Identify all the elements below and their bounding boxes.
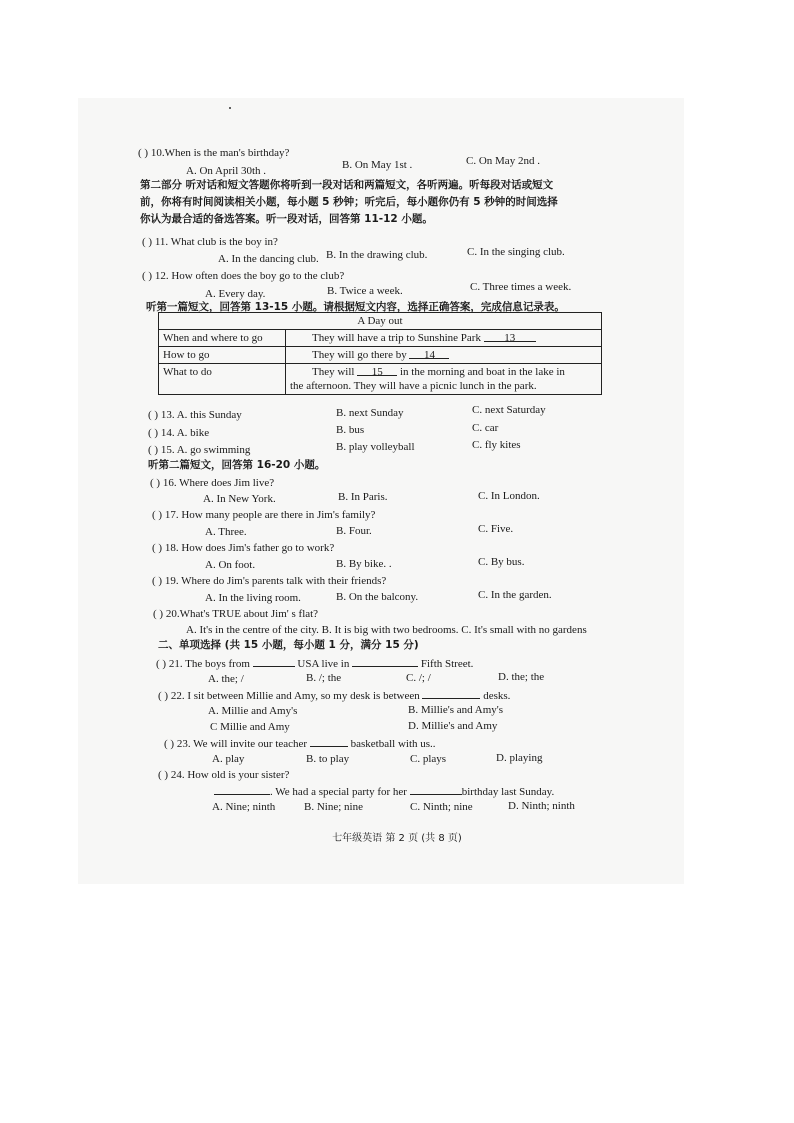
q23-option-a: A. play	[212, 753, 245, 765]
q22-stem-text: desks.	[483, 690, 511, 702]
row-text: in the morning and boat in the lake in	[399, 366, 565, 378]
q22-option-c: C Millie and Amy	[210, 721, 290, 733]
q20-options: A. It's in the centre of the city. B. It is big with two bedrooms. C. It's small with no gardens	[186, 624, 587, 636]
q24-blank-1[interactable]	[214, 784, 270, 795]
speck-mark	[229, 107, 231, 109]
q16-option-c: C. In London.	[478, 490, 540, 502]
table-title: A Day out	[159, 313, 602, 330]
answer-blank-15[interactable]	[357, 365, 397, 376]
q23-option-d: D. playing	[496, 752, 543, 764]
q21-blank-2[interactable]	[352, 656, 418, 667]
section2-intro-line2: 前，你将有时间阅读相关小题，每小题 5 秒钟；听完后，每小题你仍有 5 秒钟的时间选择	[140, 196, 558, 208]
section-multiple-choice-title: 二、单项选择 (共 15 小题，每小题 1 分，满分 15 分)	[158, 639, 419, 651]
q11-option-a: A. In the dancing club.	[218, 253, 319, 265]
q10-stem: ( ) 10.When is the man's birthday?	[138, 147, 290, 159]
table-title-row	[159, 313, 602, 330]
q11-option-b: B. In the drawing club.	[326, 249, 428, 261]
q23-stem	[164, 736, 436, 751]
q11-option-c: C. In the singing club.	[467, 246, 565, 258]
q14-option-b: B. bus	[336, 424, 365, 436]
q15-stem: ( ) 15. A. go swimming	[148, 444, 251, 456]
table-row-label: What to do	[159, 364, 286, 395]
answer-blank-13[interactable]	[484, 331, 536, 342]
q17-option-b: B. Four.	[336, 525, 372, 537]
blank-number: 15	[371, 366, 383, 378]
q23-stem-text: basketball with us..	[350, 738, 436, 750]
q21-blank-1[interactable]	[253, 656, 295, 667]
table-row-value	[286, 364, 602, 395]
q22-option-d: D. Millie's and Amy	[408, 720, 498, 732]
q12-option-c: C. Three times a week.	[470, 281, 572, 293]
q13-option-c: C. next Saturday	[472, 404, 546, 416]
blank-number: 14	[423, 349, 435, 361]
q21-option-c: C. /; /	[406, 672, 431, 684]
section2-intro-line1: 第二部分 听对话和短文答题你将听到一段对话和两篇短文，各听两遍。听每段对话或短文	[140, 179, 554, 191]
table-row-value	[286, 330, 602, 347]
q16-option-a: A. In New York.	[203, 493, 276, 505]
q17-option-c: C. Five.	[478, 523, 514, 535]
table-row	[159, 364, 602, 395]
q13-option-b: B. next Sunday	[336, 407, 404, 419]
q24-blank-2[interactable]	[410, 784, 462, 795]
day-out-table	[158, 312, 602, 395]
q12-option-a: A. Every day.	[205, 288, 266, 300]
q23-stem-text: ( ) 23. We will invite our teacher	[164, 738, 308, 750]
table-row-label: How to go	[159, 347, 286, 364]
q12-option-b: B. Twice a week.	[327, 285, 403, 297]
q14-stem: ( ) 14. A. bike	[148, 427, 210, 439]
q21-option-a: A. the; /	[208, 673, 244, 685]
blank-number: 13	[504, 332, 516, 344]
q24-option-c: C. Ninth; nine	[410, 801, 473, 813]
q24-reply-text: . We had a special party for her	[270, 786, 407, 798]
q21-stem-text: USA live in	[297, 658, 350, 670]
q11-stem: ( ) 11. What club is the boy in?	[142, 236, 278, 248]
table-row-label: When and where to go	[159, 330, 286, 347]
q20-stem: ( ) 20.What's TRUE about Jim' s flat?	[153, 608, 319, 620]
q22-stem-text: ( ) 22. I sit between Millie and Amy, so my desk is between	[158, 690, 420, 702]
q19-option-a: A. In the living room.	[205, 592, 301, 604]
q14-option-c: C. car	[472, 422, 499, 434]
table-row	[159, 347, 602, 364]
q16-option-b: B. In Paris.	[338, 491, 388, 503]
section2-intro-line3: 你认为最合适的备选答案。听一段对话，回答第 11-12 小题。	[140, 213, 433, 225]
q22-stem	[158, 688, 510, 703]
q18-stem: ( ) 18. How does Jim's father go to work?	[152, 542, 335, 554]
q24-option-a: A. Nine; ninth	[212, 801, 276, 813]
q24-reply-text: birthday last Sunday.	[461, 786, 555, 798]
q24-option-b: B. Nine; nine	[304, 801, 363, 813]
row-text-line2: the afternoon. They will have a picnic lunch in the park.	[290, 380, 537, 392]
q21-option-d: D. the; the	[498, 671, 545, 683]
row-text: They will have a trip to Sunshine Park	[312, 332, 481, 344]
q18-option-b: B. By bike. .	[336, 558, 392, 570]
q10-option-c: C. On May 2nd .	[466, 155, 540, 167]
answer-blank-14[interactable]	[409, 348, 449, 359]
q19-option-b: B. On the balcony.	[336, 591, 419, 603]
q23-blank[interactable]	[310, 736, 348, 747]
q21-stem	[156, 656, 473, 671]
q19-stem: ( ) 19. Where do Jim's parents talk with their friends?	[152, 575, 387, 587]
q24-stem: ( ) 24. How old is your sister?	[158, 769, 290, 781]
q19-option-c: C. In the garden.	[478, 589, 552, 601]
q16-stem: ( ) 16. Where does Jim live?	[150, 477, 275, 489]
row-text: They will go there by	[312, 349, 407, 361]
q18-option-a: A. On foot.	[205, 559, 256, 571]
q10-option-a: A. On April 30th .	[186, 165, 267, 177]
q17-option-a: A. Three.	[205, 526, 247, 538]
q15-option-b: B. play volleyball	[336, 441, 415, 453]
q21-stem-text: Fifth Street.	[420, 658, 474, 670]
q21-stem-text: ( ) 21. The boys from	[156, 658, 250, 670]
passage2-intro: 听第二篇短文，回答第 16-20 小题。	[148, 459, 326, 471]
q18-option-c: C. By bus.	[478, 556, 525, 568]
q10-option-b: B. On May 1st .	[342, 159, 413, 171]
table-row	[159, 330, 602, 347]
q21-option-b: B. /; the	[306, 672, 342, 684]
q12-stem: ( ) 12. How often does the boy go to the club?	[142, 270, 345, 282]
passage1-intro: 听第一篇短文，回答第 13-15 小题。请根据短文内容，选择正确答案，完成信息记录表。	[146, 301, 565, 313]
table-row-value	[286, 347, 602, 364]
q23-option-c: C. plays	[410, 753, 447, 765]
q23-option-b: B. to play	[306, 753, 350, 765]
q22-option-b: B. Millie's and Amy's	[408, 704, 504, 716]
row-text: They will	[312, 366, 355, 378]
q13-stem: ( ) 13. A. this Sunday	[148, 409, 242, 421]
page-footer: 七年级英语 第 2 页 (共 8 页)	[332, 833, 462, 844]
q24-reply	[214, 784, 554, 799]
q22-option-a: A. Millie and Amy's	[208, 705, 298, 717]
q15-option-c: C. fly kites	[472, 439, 521, 451]
q22-blank[interactable]	[422, 688, 480, 699]
q24-option-d: D. Ninth; ninth	[508, 800, 575, 812]
q17-stem: ( ) 17. How many people are there in Jim's family?	[152, 509, 376, 521]
